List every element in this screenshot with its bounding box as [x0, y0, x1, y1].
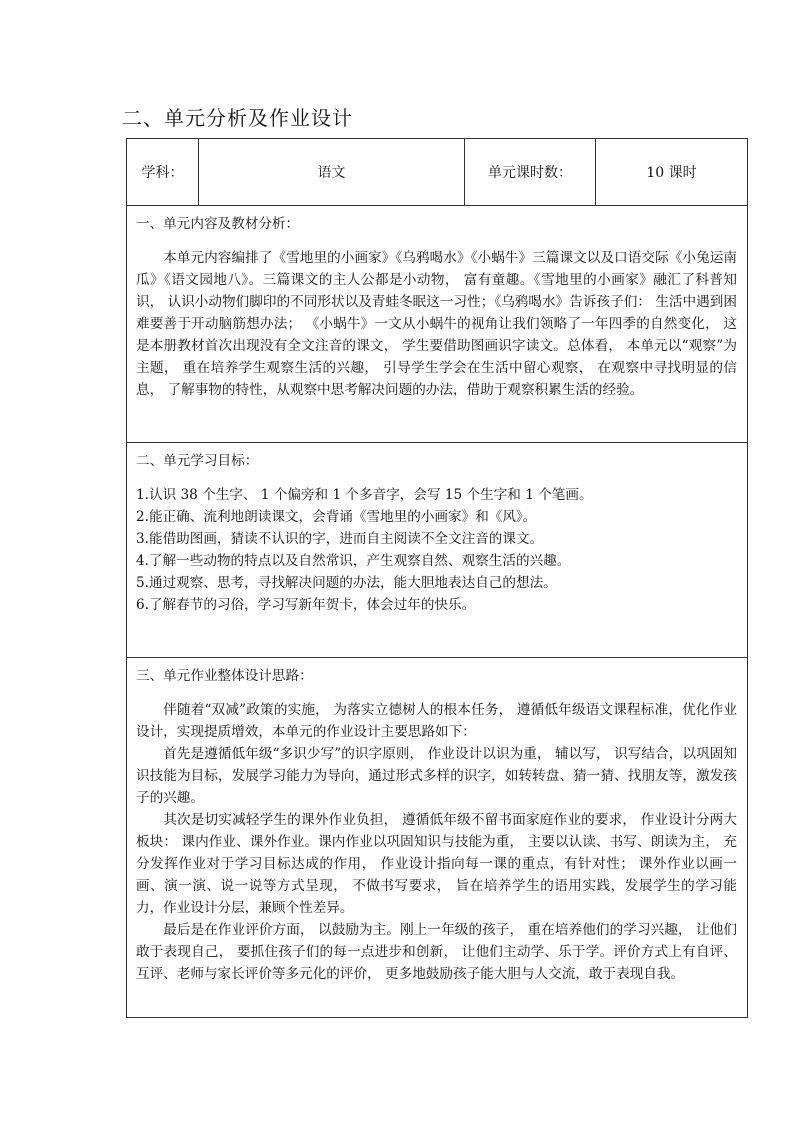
section-title: 一、单元内容及教材分析：	[136, 216, 300, 232]
goal-item: 4.了解一些动物的特点以及自然常识，产生观察自然、观察生活的兴趣。	[136, 553, 571, 569]
section-content-analysis-row	[127, 206, 748, 443]
goal-item: 6.了解春节的习俗，学习写新年贺卡，体会过年的快乐。	[136, 597, 476, 613]
section-paragraph: 本单元内容编排了《雪地里的小画家》《乌鸦喝水》《小蜗牛》三篇课文以及口语交际《小兔运南瓜》《语文园地八》。三篇课文的主人公都是小动物， 富有童趣。《雪地里的小画家》融汇了科普知识， 认识小动物们脚印的不同形状以及青蛙冬眠这一习性；《乌鸦喝水》告诉孩子们： 生活中遇到困难要善于开动脑筋想办法； 《小蜗牛》一文从小蜗牛的视角让我们领略了一年四季的自然变化， 这是本册教材首次出现没有全文注音的课文， 学生要借助图画识字读文。总体看， 本单元以“观察”为主题， 重在培养学生观察生活的兴趣， 引导学生学会在生活中留心观察， 在观察中寻找明显的信息， 了解事物的特性，从观察中思考解决问题的办法，借助于观察积累生活的经验。	[136, 250, 737, 398]
section-paragraph: 伴随着“双减”政策的实施， 为落实立德树人的根本任务， 遵循低年级语文课程标准，优化作业设计，实现提质增效，本单元的作业设计主要思路如下：	[136, 702, 737, 740]
section-paragraph: 最后是在作业评价方面， 以鼓励为主。刚上一年级的孩子， 重在培养他们的学习兴趣， 让他们敢于表现自己， 要抓住孩子们的每一点进步和创新， 让他们主动学、乐于学。评价方式上有自评、互评、老师与家长评价等多元化的评价， 更多地鼓励孩子能大胆与人交流，敢于表现自我。	[136, 922, 737, 982]
unit-analysis-table	[126, 138, 748, 1018]
goal-item: 3.能借助图画，猜读不认识的字，进而自主阅读不全文注音的课文。	[136, 531, 544, 547]
section-learning-goals	[127, 443, 748, 658]
section-homework-design	[127, 658, 748, 1018]
hours-label: 单元课时数：	[488, 165, 572, 181]
goal-item: 2.能正确、流利地朗读课文，会背诵《雪地里的小画家》和《风》。	[136, 509, 537, 525]
section-title: 二、单元学习目标：	[136, 453, 259, 469]
hours-value: 10 课时	[646, 165, 697, 181]
section-paragraph: 其次是切实减轻学生的课外作业负担， 遵循低年级不留书面家庭作业的要求， 作业设计分两大板块： 课内作业、课外作业。课内作业以巩固知识与技能为重， 主要以认读、书写、朗读为主， 充分发挥作业对于学习目标达成的作用， 作业设计指向每一课的重点，有针对性； 课外作业以画一画、演一演、说一说等方式呈现， 不做书写要求， 旨在培养学生的语用实践，发展学生的学习能力，作业设计分层，兼顾个性差异。	[136, 812, 737, 916]
section-content-analysis	[127, 206, 748, 443]
subject-label-cell	[127, 139, 199, 206]
subject-label: 学科：	[141, 165, 184, 181]
hours-value-cell	[596, 139, 748, 206]
subject-value: 语文	[317, 165, 346, 181]
section-paragraph: 首先是遵循低年级“多识少写”的识字原则， 作业设计以识为重， 辅以写， 识写结合，以巩固知识技能为目标，发展学习能力为导向，通过形式多样的识字，如转转盘、猜一猜、找朋友等，激发孩子的兴趣。	[136, 746, 737, 806]
goal-item: 5.通过观察、思考，寻找解决问题的办法，能大胆地表达自己的想法。	[136, 575, 557, 591]
page-title: 二、单元分析及作业设计	[122, 106, 353, 130]
section-homework-design-row	[127, 658, 748, 1018]
hours-label-cell	[465, 139, 596, 206]
subject-value-cell	[199, 139, 465, 206]
section-learning-goals-row	[127, 443, 748, 658]
header-row	[127, 139, 748, 206]
section-title: 三、单元作业整体设计思路：	[136, 668, 313, 684]
goal-item: 1.认识 38 个生字、 1 个偏旁和 1 个多音字，会写 15 个生字和 1 个笔画。	[136, 487, 593, 503]
